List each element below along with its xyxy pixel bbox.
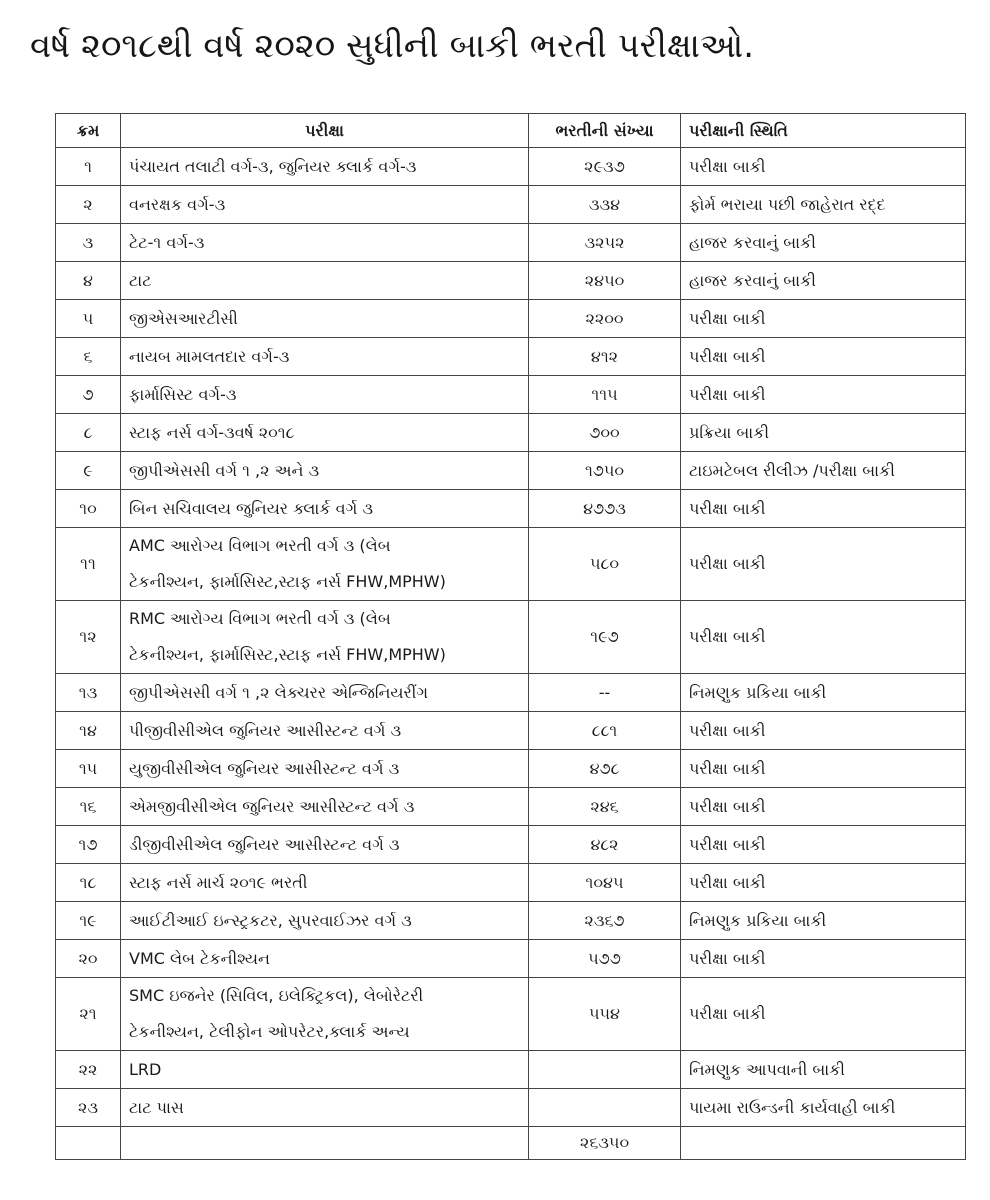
row-status: હાજર કરવાનું બાકી xyxy=(681,262,966,300)
row-status: પરીક્ષા બાકી xyxy=(681,978,966,1051)
table-row xyxy=(56,978,966,1051)
row-status: પરીક્ષા બાકી xyxy=(681,601,966,674)
row-count: ૨૩૬૭ xyxy=(529,902,681,940)
row-name: નાયબ મામલતદાર વર્ગ-૩ xyxy=(121,338,529,376)
row-name: બિન સચિવાલય જુનિયર ક્લાર્ક વર્ગ ૩ xyxy=(121,490,529,528)
row-count: ૪૧૨ xyxy=(529,338,681,376)
row-num: ૧૭ xyxy=(56,826,121,864)
table-row xyxy=(56,528,966,601)
row-status: ટાઇમટેબલ રીલીઝ /પરીક્ષા બાકી xyxy=(681,452,966,490)
row-status: પરીક્ષા બાકી xyxy=(681,826,966,864)
row-name-line1: SMC ઇજનેર (સિવિલ, ઇલેક્ટ્રિકલ), લેબોરેટરી xyxy=(129,986,424,1005)
row-status: પરીક્ષા બાકી xyxy=(681,376,966,414)
row-status: પરીક્ષા બાકી xyxy=(681,528,966,601)
row-num: ૧ xyxy=(56,148,121,186)
table-row xyxy=(56,1051,966,1089)
row-num: ૬ xyxy=(56,338,121,376)
row-num: ૫ xyxy=(56,300,121,338)
row-num: ૨૦ xyxy=(56,940,121,978)
table-row xyxy=(56,262,966,300)
row-name: ટેટ-૧ વર્ગ-૩ xyxy=(121,224,529,262)
total-num-cell xyxy=(56,1127,121,1160)
row-name: સ્ટાફ નર્સ માર્ચ ૨૦૧૯ ભરતી xyxy=(121,864,529,902)
row-num: ૧૮ xyxy=(56,864,121,902)
row-name-line1: AMC આરોગ્ય વિભાગ ભરતી વર્ગ ૩ (લેબ xyxy=(129,536,391,555)
row-name: LRD xyxy=(121,1051,529,1089)
table-row xyxy=(56,452,966,490)
row-num: ૨૨ xyxy=(56,1051,121,1089)
row-count: ૧૭૫૦ xyxy=(529,452,681,490)
row-num: ૩ xyxy=(56,224,121,262)
table-row xyxy=(56,826,966,864)
row-status: પરીક્ષા બાકી xyxy=(681,788,966,826)
row-name: યુજીવીસીએલ જુનિયર આસીસ્ટન્ટ વર્ગ ૩ xyxy=(121,750,529,788)
row-status: પરીક્ષા બાકી xyxy=(681,712,966,750)
row-count: ૫૮૦ xyxy=(529,528,681,601)
table-row xyxy=(56,414,966,452)
header-status: પરીક્ષાની સ્થિતિ xyxy=(681,114,966,148)
row-name: આઈટીઆઈ ઇન્સ્ટ્રકટર, સુપરવાઈઝર વર્ગ ૩ xyxy=(121,902,529,940)
row-name-line2: ટેકનીશ્યન, ટેલીફોન ઓપરેટર,ક્લાર્ક અન્ય xyxy=(129,1022,410,1041)
row-name: ફાર્માસિસ્ટ વર્ગ-૩ xyxy=(121,376,529,414)
row-count: ૨૪૫૦ xyxy=(529,262,681,300)
row-count: -- xyxy=(529,674,681,712)
table-row xyxy=(56,902,966,940)
row-num: ૧૦ xyxy=(56,490,121,528)
table-row xyxy=(56,601,966,674)
exam-table xyxy=(55,113,966,1160)
row-status: પરીક્ષા બાકી xyxy=(681,750,966,788)
row-name: પંચાયત તલાટી વર્ગ-૩, જુનિયર ક્લાર્ક વર્ગ-૩ xyxy=(121,148,529,186)
row-count: ૪૭૭૩ xyxy=(529,490,681,528)
row-name: એમજીવીસીએલ જુનિયર આસીસ્ટન્ટ વર્ગ ૩ xyxy=(121,788,529,826)
row-name: જીપીએસસી વર્ગ ૧ ,૨ અને ૩ xyxy=(121,452,529,490)
row-status: નિમણુક પ્રકિયા બાકી xyxy=(681,674,966,712)
row-num: ૧૯ xyxy=(56,902,121,940)
table-row xyxy=(56,864,966,902)
row-count: ૫૭૭ xyxy=(529,940,681,978)
row-count: ૪૮૨ xyxy=(529,826,681,864)
row-count: ૨૯૩૭ xyxy=(529,148,681,186)
row-num: ૨૩ xyxy=(56,1089,121,1127)
row-status: પાયમા રાઉન્ડની કાર્યવાહી બાકી xyxy=(681,1089,966,1127)
row-count: ૮૮૧ xyxy=(529,712,681,750)
header-count: ભરતીની સંખ્યા xyxy=(529,114,681,148)
row-status: ફોર્મ ભરાયા પછી જાહેરાત રદ્દ xyxy=(681,186,966,224)
table-row xyxy=(56,300,966,338)
row-name: પીજીવીસીએલ જુનિયર આસીસ્ટન્ટ વર્ગ ૩ xyxy=(121,712,529,750)
row-num: ૨૧ xyxy=(56,978,121,1051)
table-row xyxy=(56,148,966,186)
row-name xyxy=(121,528,529,601)
table-row xyxy=(56,940,966,978)
table-row xyxy=(56,338,966,376)
row-count: ૨૨૦૦ xyxy=(529,300,681,338)
row-status: પરીક્ષા બાકી xyxy=(681,864,966,902)
row-name: સ્ટાફ નર્સ વર્ગ-૩વર્ષ ૨૦૧૮ xyxy=(121,414,529,452)
row-status: પરીક્ષા બાકી xyxy=(681,300,966,338)
row-name: VMC લેબ ટેકનીશ્યન xyxy=(121,940,529,978)
row-name-line1: RMC આરોગ્ય વિભાગ ભરતી વર્ગ ૩ (લેબ xyxy=(129,609,391,628)
page-title: વર્ષ ૨૦૧૮થી વર્ષ ૨૦૨૦ સુધીની બાકી ભરતી પરીક્ષાઓ. xyxy=(30,26,755,66)
row-name xyxy=(121,978,529,1051)
row-num: ૧૪ xyxy=(56,712,121,750)
row-status: પરીક્ષા બાકી xyxy=(681,338,966,376)
row-status: નિમણુક આપવાની બાકી xyxy=(681,1051,966,1089)
row-num: ૯ xyxy=(56,452,121,490)
row-status: હાજર કરવાનું બાકી xyxy=(681,224,966,262)
row-count xyxy=(529,1051,681,1089)
table-row xyxy=(56,224,966,262)
row-count: ૩૩૪ xyxy=(529,186,681,224)
row-name-line2: ટેકનીશ્યન, ફાર્માસિસ્ટ,સ્ટાફ નર્સ FHW,MPHW) xyxy=(129,645,446,664)
row-count: ૫૫૪ xyxy=(529,978,681,1051)
table-row xyxy=(56,712,966,750)
row-num: ૨ xyxy=(56,186,121,224)
row-name: ટાટ xyxy=(121,262,529,300)
row-num: ૭ xyxy=(56,376,121,414)
row-name: ટાટ પાસ xyxy=(121,1089,529,1127)
header-name: પરીક્ષા xyxy=(121,114,529,148)
row-count: ૨૪૬ xyxy=(529,788,681,826)
row-status: પરીક્ષા બાકી xyxy=(681,490,966,528)
row-name: જીપીએસસી વર્ગ ૧ ,૨ લેક્ચરર એન્જિનિયરીંગ xyxy=(121,674,529,712)
table-row xyxy=(56,490,966,528)
row-num: ૪ xyxy=(56,262,121,300)
row-num: ૧૨ xyxy=(56,601,121,674)
total-name-cell xyxy=(121,1127,529,1160)
row-status: નિમણુક પ્રકિયા બાકી xyxy=(681,902,966,940)
table-header-row xyxy=(56,114,966,148)
row-count: ૪૭૮ xyxy=(529,750,681,788)
row-num: ૧૩ xyxy=(56,674,121,712)
row-num: ૧૧ xyxy=(56,528,121,601)
row-count: ૧૧૫ xyxy=(529,376,681,414)
row-count xyxy=(529,1089,681,1127)
total-count: ૨૬૩૫૦ xyxy=(529,1127,681,1160)
row-count: ૧૦૪૫ xyxy=(529,864,681,902)
table-row xyxy=(56,674,966,712)
row-num: ૧૫ xyxy=(56,750,121,788)
row-num: ૧૬ xyxy=(56,788,121,826)
row-count: ૩૨૫૨ xyxy=(529,224,681,262)
table-row xyxy=(56,1089,966,1127)
row-status: પરીક્ષા બાકી xyxy=(681,148,966,186)
row-count: ૧૯૭ xyxy=(529,601,681,674)
total-status-cell xyxy=(681,1127,966,1160)
row-name: ડીજીવીસીએલ જુનિયર આસીસ્ટન્ટ વર્ગ ૩ xyxy=(121,826,529,864)
row-num: ૮ xyxy=(56,414,121,452)
row-count: ૭૦૦ xyxy=(529,414,681,452)
row-name xyxy=(121,601,529,674)
header-num: ક્રમ xyxy=(56,114,121,148)
row-name-line2: ટેકનીશ્યન, ફાર્માસિસ્ટ,સ્ટાફ નર્સ FHW,MPHW) xyxy=(129,572,446,591)
table-row xyxy=(56,186,966,224)
row-status: પરીક્ષા બાકી xyxy=(681,940,966,978)
row-name: જીએસઆરટીસી xyxy=(121,300,529,338)
table-row xyxy=(56,376,966,414)
row-status: પ્રક્રિયા બાકી xyxy=(681,414,966,452)
table-row xyxy=(56,788,966,826)
table-row xyxy=(56,750,966,788)
total-row xyxy=(56,1127,966,1160)
row-name: વનરક્ષક વર્ગ-૩ xyxy=(121,186,529,224)
